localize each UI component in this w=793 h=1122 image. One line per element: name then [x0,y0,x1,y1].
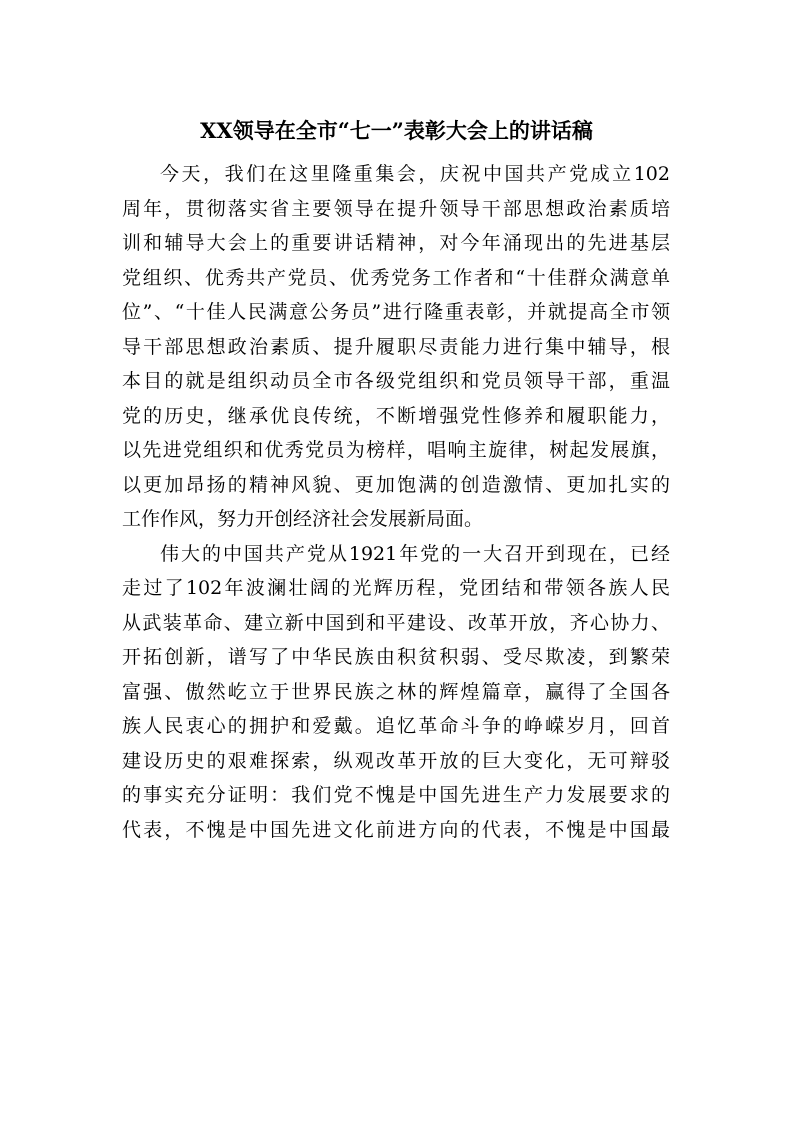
text-line: 伟大的中国共产党从1921年党的一大召开到现在，已经 [160,542,670,565]
text-line: 以先进党组织和优秀党员为榜样，唱响主旋律，树起发展旗， [122,439,670,461]
text-line: 工作作风，努力开创经济社会发展新局面。 [122,508,484,530]
text-line: 开拓创新，谱写了中华民族由积贫积弱、受尽欺凌，到繁荣 [122,646,670,668]
text-line: 以更加昂扬的精神风貌、更加饱满的创造激情、更加扎实的 [122,473,670,496]
text-line: 的事实充分证明：我们党不愧是中国先进生产力发展要求的 [122,784,670,806]
text-line: 导干部思想政治素质、提升履职尽责能力进行集中辅导，根 [122,335,670,358]
text-line: 今天，我们在这里隆重集会，庆祝中国共产党成立102 [160,163,670,185]
paragraph-1 [122,157,670,537]
document-body [122,157,670,847]
text-line: 党的历史，继承优良传统，不断增强党性修养和履职能力， [122,404,670,427]
text-line: 训和辅导大会上的重要讲话精神，对今年涌现出的先进基层 [122,232,670,254]
text-line: 本目的就是组织动员全市各级党组织和党员领导干部，重温 [122,370,670,392]
text-line: 建设历史的艰难探索，纵观改革开放的巨大变化，无可辩驳 [122,749,670,772]
text-line: 位”、“十佳人民满意公务员”进行隆重表彰，并就提高全市领 [122,301,670,323]
text-line: 代表，不愧是中国先进文化前进方向的代表，不愧是中国最 [122,818,670,841]
document-title: XX领导在全市“七一”表彰大会上的讲话稿 [200,118,593,143]
text-line: 周年，贯彻落实省主要领导在提升领导干部思想政治素质培 [122,197,670,220]
text-line: 从武装革命、建立新中国到和平建设、改革开放，齐心协力、 [122,611,670,634]
text-line: 走过了102年波澜壮阔的光辉历程，党团结和带领各族人民 [122,577,670,599]
text-line: 富强、傲然屹立于世界民族之林的辉煌篇章，赢得了全国各 [122,680,670,703]
text-line: 党组织、优秀共产党员、优秀党务工作者和“十佳群众满意单 [122,266,670,289]
paragraph-2 [122,537,670,848]
text-line: 族人民衷心的拥护和爱戴。追忆革命斗争的峥嵘岁月，回首 [122,715,670,737]
